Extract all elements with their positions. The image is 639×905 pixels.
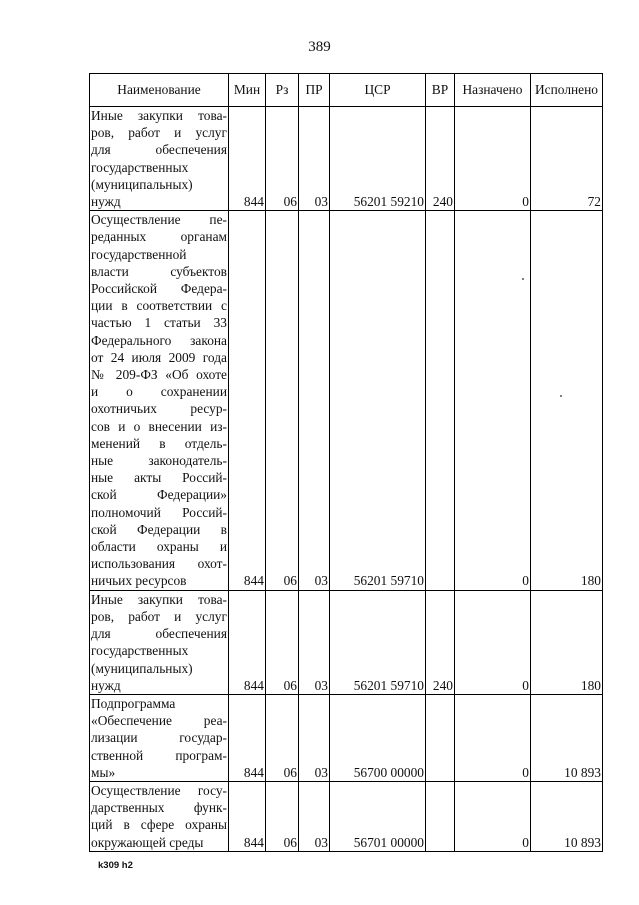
cell-name-line: Подпрограмма	[91, 695, 176, 711]
cell-vr	[426, 694, 455, 781]
cell-name-line: Федерального закона	[91, 332, 227, 348]
cell-name-line: частью 1 статьи 33	[91, 315, 227, 331]
cell-assigned: 0	[455, 781, 531, 851]
cell-csr: 56701 00000	[330, 781, 426, 851]
cell-csr: 56700 00000	[330, 694, 426, 781]
cell-name-line: и о сохранении	[91, 384, 227, 400]
cell-name-line: Иные закупки това-	[91, 591, 227, 607]
cell-pr: 03	[299, 211, 330, 590]
cell-name-line: Российской Федера-	[91, 281, 227, 297]
header-rz: Рз	[266, 74, 299, 107]
cell-name	[90, 590, 229, 694]
cell-name-line: государственных	[91, 643, 189, 659]
cell-min: 844	[229, 590, 266, 694]
cell-name	[90, 781, 229, 851]
cell-name-line: Иные закупки това-	[91, 108, 227, 123]
cell-assigned: 0	[455, 107, 531, 211]
cell-name-line: ров, работ и услуг	[91, 125, 227, 141]
cell-name-line: ничьих ресурсов	[91, 573, 187, 589]
cell-executed: 180	[531, 590, 603, 694]
cell-name-line: ской Федерации в	[91, 521, 227, 537]
cell-vr: 240	[426, 590, 455, 694]
cell-rz: 06	[266, 590, 299, 694]
cell-executed: 72	[531, 107, 603, 211]
cell-name-line: ные законодатель-	[91, 453, 227, 469]
cell-name-line: от 24 июля 2009 года	[91, 349, 227, 365]
table-row	[90, 781, 603, 851]
table-row	[90, 107, 603, 211]
table-row	[90, 211, 603, 590]
cell-vr	[426, 781, 455, 851]
cell-name-line: государственных	[91, 159, 189, 175]
cell-name	[90, 211, 229, 590]
cell-name-line: использования охот-	[91, 556, 227, 572]
cell-pr: 03	[299, 694, 330, 781]
cell-name-line: мы»	[91, 764, 116, 780]
cell-name-line: окружающей среды	[91, 834, 204, 850]
header-csr: ЦСР	[330, 74, 426, 107]
page-number: 389	[308, 39, 331, 55]
cell-name	[90, 694, 229, 781]
cell-name-line: власти субъектов	[91, 263, 227, 279]
cell-rz: 06	[266, 107, 299, 211]
cell-csr: 56201 59210	[330, 107, 426, 211]
header-min: Мин	[229, 74, 266, 107]
footer-code: k309 h2	[98, 860, 133, 871]
cell-name-line: ской Федерации»	[91, 487, 227, 503]
cell-vr: 240	[426, 107, 455, 211]
table-row	[90, 694, 603, 781]
cell-name-line: реданных органам	[91, 229, 227, 245]
cell-name-line: полномочий Россий-	[91, 504, 227, 520]
cell-name-line: для обеспечения	[91, 626, 227, 642]
cell-assigned: 0	[455, 211, 531, 590]
cell-min: 844	[229, 107, 266, 211]
cell-executed: 10 893	[531, 694, 603, 781]
cell-name-line: ций в сфере охраны	[91, 817, 227, 833]
cell-pr: 03	[299, 107, 330, 211]
cell-name-line: «Обеспечение реа-	[91, 713, 227, 729]
cell-name-line: № 209-ФЗ «Об охоте	[91, 367, 227, 383]
cell-min: 844	[229, 781, 266, 851]
budget-table	[89, 73, 603, 852]
cell-name-line: сов и о внесении из-	[91, 418, 227, 434]
cell-pr: 03	[299, 781, 330, 851]
cell-name	[90, 107, 229, 211]
cell-assigned: 0	[455, 590, 531, 694]
cell-name-line: нужд	[91, 677, 121, 693]
cell-name-line: Осуществление пе-	[91, 212, 227, 228]
scan-speck	[522, 278, 524, 280]
cell-name-line: нужд	[91, 194, 121, 210]
header-executed: Исполнено	[531, 74, 603, 107]
cell-name-line: (муниципальных)	[91, 176, 193, 192]
cell-min: 844	[229, 694, 266, 781]
header-pr: ПР	[299, 74, 330, 107]
cell-csr: 56201 59710	[330, 211, 426, 590]
cell-name-line: ции в соответствии с	[91, 298, 227, 314]
cell-rz: 06	[266, 694, 299, 781]
header-vr: ВР	[426, 74, 455, 107]
cell-name-line: охотничьих ресур-	[91, 401, 227, 417]
cell-name-line: дарственных функ-	[91, 800, 227, 816]
cell-name-line: ные акты Россий-	[91, 470, 227, 486]
cell-name-line: лизации государ-	[91, 730, 227, 746]
cell-name-line: ственной програм-	[91, 747, 227, 763]
cell-assigned: 0	[455, 694, 531, 781]
cell-min: 844	[229, 211, 266, 590]
cell-rz: 06	[266, 211, 299, 590]
cell-vr	[426, 211, 455, 590]
cell-name-line: Осуществление госу-	[91, 782, 227, 798]
scan-speck	[560, 395, 562, 397]
cell-name-line: (муниципальных)	[91, 660, 193, 676]
cell-rz: 06	[266, 781, 299, 851]
cell-name-line: менений в отдель-	[91, 435, 227, 451]
table-body	[90, 107, 603, 852]
table-row	[90, 590, 603, 694]
header-name: Наименование	[90, 74, 229, 107]
table-header	[90, 74, 603, 107]
cell-pr: 03	[299, 590, 330, 694]
cell-executed: 180	[531, 211, 603, 590]
cell-executed: 10 893	[531, 781, 603, 851]
cell-csr: 56201 59710	[330, 590, 426, 694]
header-assigned: Назначено	[455, 74, 531, 107]
cell-name-line: ров, работ и услуг	[91, 608, 227, 624]
cell-name-line: области охраны и	[91, 539, 227, 555]
cell-name-line: для обеспечения	[91, 142, 227, 158]
cell-name-line: государственной	[91, 246, 187, 262]
